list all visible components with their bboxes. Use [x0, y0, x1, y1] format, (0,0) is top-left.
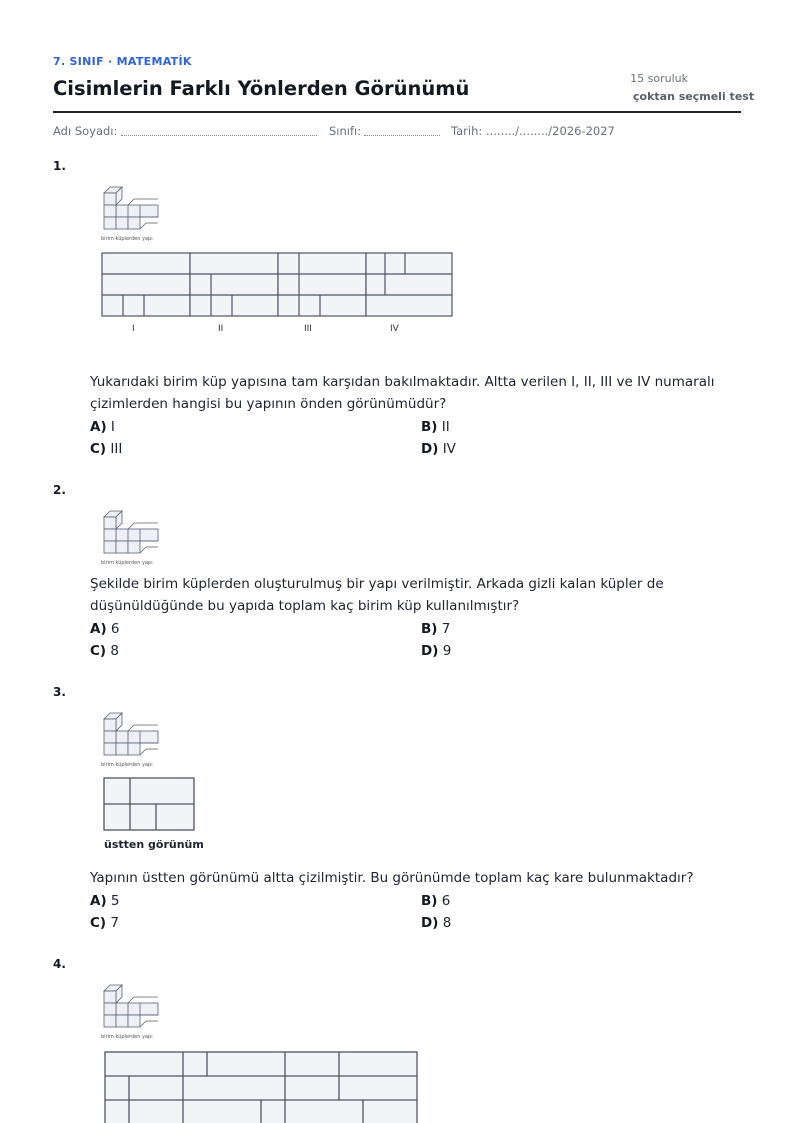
view-options-figure — [104, 1051, 417, 1123]
question-stem: Yapının üstten görünümü altta çizilmiştir. Bu görünümde toplam kaç kare bulunmaktadır? — [90, 870, 694, 886]
option-c[interactable]: C) 7 — [90, 915, 119, 931]
option-a[interactable]: A) 6 — [90, 621, 120, 637]
name-field[interactable] — [121, 135, 317, 136]
question-stem: Yukarıdaki birim küp yapısına tam karşıdan bakılmaktadır. Altta verilen I, II, III ve IV numaralı çizimlerden hangisi bu yapının önden görünümüdür? — [90, 374, 715, 412]
option-a[interactable]: A) 5 — [90, 893, 120, 909]
top-view-figure — [103, 777, 195, 831]
figure-caption: birim küplerden yapı — [101, 236, 153, 242]
test-type: çoktan seçmeli test — [633, 90, 755, 103]
name-label: Adı Soyadı: — [53, 124, 118, 138]
option-d[interactable]: D) IV — [421, 441, 456, 457]
option-d[interactable]: D) 9 — [421, 643, 452, 659]
view-label-iii: III — [304, 324, 312, 334]
figure-caption: birim küplerden yapı — [101, 560, 153, 566]
cube-structure-figure — [103, 983, 159, 1031]
class-field[interactable] — [364, 135, 440, 136]
option-b[interactable]: B) 7 — [421, 621, 451, 637]
question-number: 1. — [53, 159, 66, 173]
top-view-caption: üstten görünüm — [104, 838, 204, 851]
subject-label: 7. SINIF · MATEMATİK — [53, 55, 192, 68]
view-label-i: I — [132, 324, 135, 334]
question-number: 4. — [53, 957, 66, 971]
cube-structure-figure — [103, 509, 159, 557]
option-c[interactable]: C) III — [90, 441, 123, 457]
page-title: Cisimlerin Farklı Yönlerden Görünümü — [53, 77, 470, 100]
option-a[interactable]: A) I — [90, 419, 115, 435]
question-number: 2. — [53, 483, 66, 497]
question-number: 3. — [53, 685, 66, 699]
cube-structure-figure — [103, 185, 159, 233]
option-d[interactable]: D) 8 — [421, 915, 452, 931]
front-view-options-figure — [102, 253, 452, 318]
figure-caption: birim küplerden yapı — [101, 762, 153, 768]
cube-structure-figure — [103, 711, 159, 759]
class-label: Sınıfı: — [329, 124, 362, 138]
view-label-iv: IV — [390, 324, 399, 334]
view-label-ii: II — [218, 324, 224, 334]
option-b[interactable]: B) 6 — [421, 893, 451, 909]
header-divider — [53, 111, 741, 113]
question-count: 15 soruluk — [630, 72, 688, 85]
figure-caption: birim küplerden yapı — [101, 1034, 153, 1040]
date-field[interactable]: Tarih: ......../......../2026-2027 — [451, 124, 615, 138]
question-stem: Şekilde birim küplerden oluşturulmuş bir yapı verilmiştir. Arkada gizli kalan küpler de düşünüldüğünde bu yapıda toplam kaç birim küp kullanılmıştır? — [90, 576, 664, 614]
option-c[interactable]: C) 8 — [90, 643, 119, 659]
option-b[interactable]: B) II — [421, 419, 450, 435]
